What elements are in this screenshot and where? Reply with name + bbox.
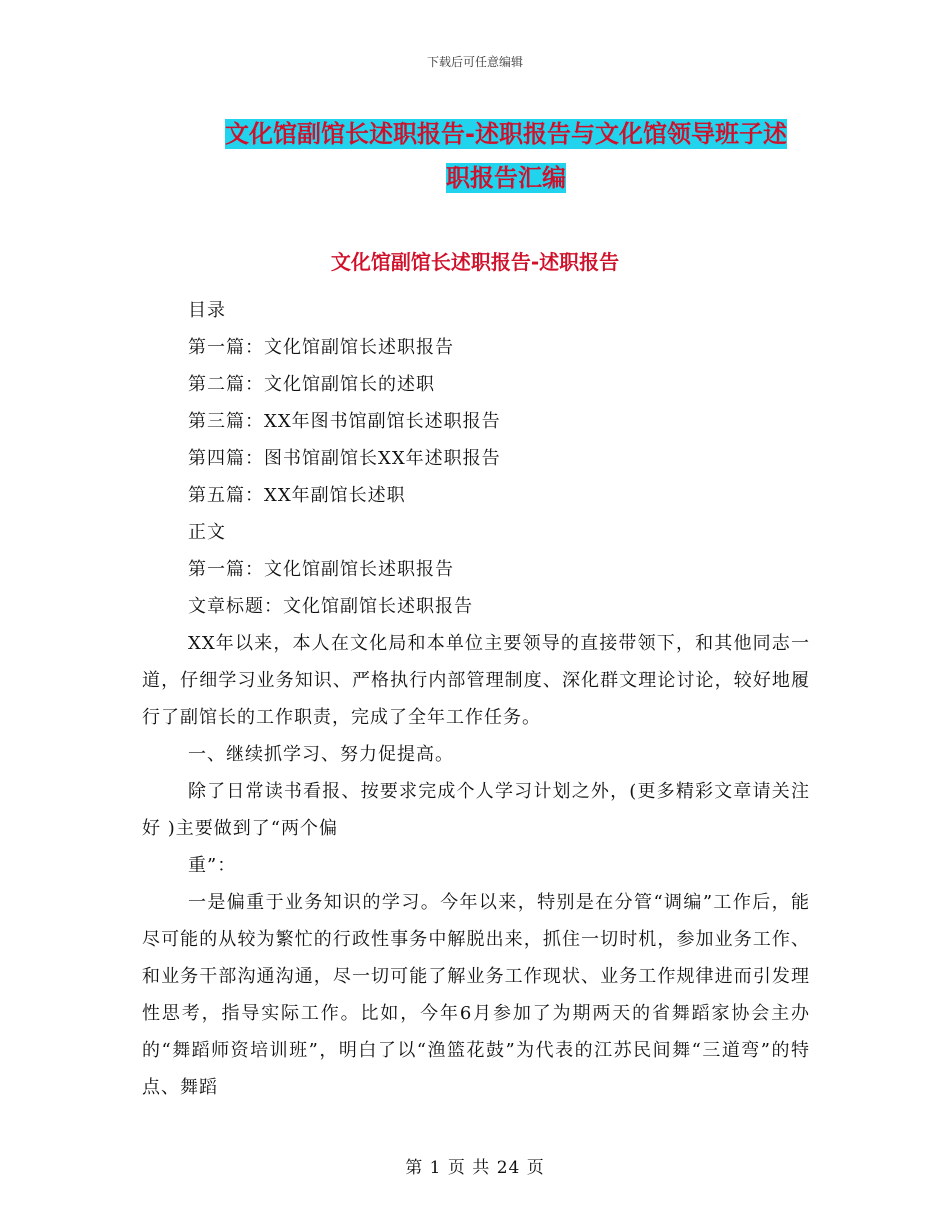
document-body <box>142 292 810 1106</box>
sub-title: 文化馆副馆长述职报告-述职报告 <box>330 250 620 274</box>
header-note: 下载后可任意编辑 <box>426 55 523 69</box>
toc-heading: 目录 <box>188 300 226 321</box>
toc-item: 第五篇：XX年副馆长述职 <box>188 485 406 506</box>
section-heading: 一、继续抓学习、努力促提高。 <box>188 744 454 765</box>
body-heading: 正文 <box>188 522 226 543</box>
toc-item: 第四篇：图书馆副馆长XX年述职报告 <box>188 448 501 469</box>
main-title-line-1: 文化馆副馆长述职报告-述职报告与文化馆领导班子述 <box>225 120 787 148</box>
main-title <box>186 112 826 200</box>
toc-item: 第三篇：XX年图书馆副馆长述职报告 <box>188 411 501 432</box>
paragraph: XX年以来，本人在文化局和本单位主要领导的直接带领下，和其他同志一道，仔细学习业务知识、严格执行内部管理制度、深化群文理论讨论，较好地履行了副馆长的工作职责，完成了全年工作任务。 <box>142 633 810 728</box>
paragraph: 一是偏重于业务知识的学习。今年以来，特别是在分管“调编”工作后，能尽可能的从较为繁忙的行政性事务中解脱出来，抓住一切时机，参加业务工作、和业务干部沟通沟通，尽一切可能了解业务工作现状、业务工作规律进而引发理性思考，指导实际工作。比如，今年6月参加了为期两天的省舞蹈家协会主办的“舞蹈师资培训班”，明白了以“渔篮花鼓”为代表的江苏民间舞“三道弯”的特点、舞蹈 <box>142 892 810 1098</box>
page-footer: 第 1 页 共 24 页 <box>405 1158 545 1178</box>
toc-item: 第二篇：文化馆副馆长的述职 <box>188 374 435 395</box>
toc-item: 第一篇：文化馆副馆长述职报告 <box>188 337 454 358</box>
chapter-title: 第一篇：文化馆副馆长述职报告 <box>188 559 454 580</box>
main-title-line-2: 职报告汇编 <box>446 164 566 192</box>
article-title: 文章标题：文化馆副馆长述职报告 <box>188 596 473 617</box>
paragraph: 除了日常读书看报、按要求完成个人学习计划之外，(更多精彩文章请关注好 )主要做到了“两个偏 <box>142 781 810 839</box>
paragraph: 重”： <box>188 855 237 876</box>
